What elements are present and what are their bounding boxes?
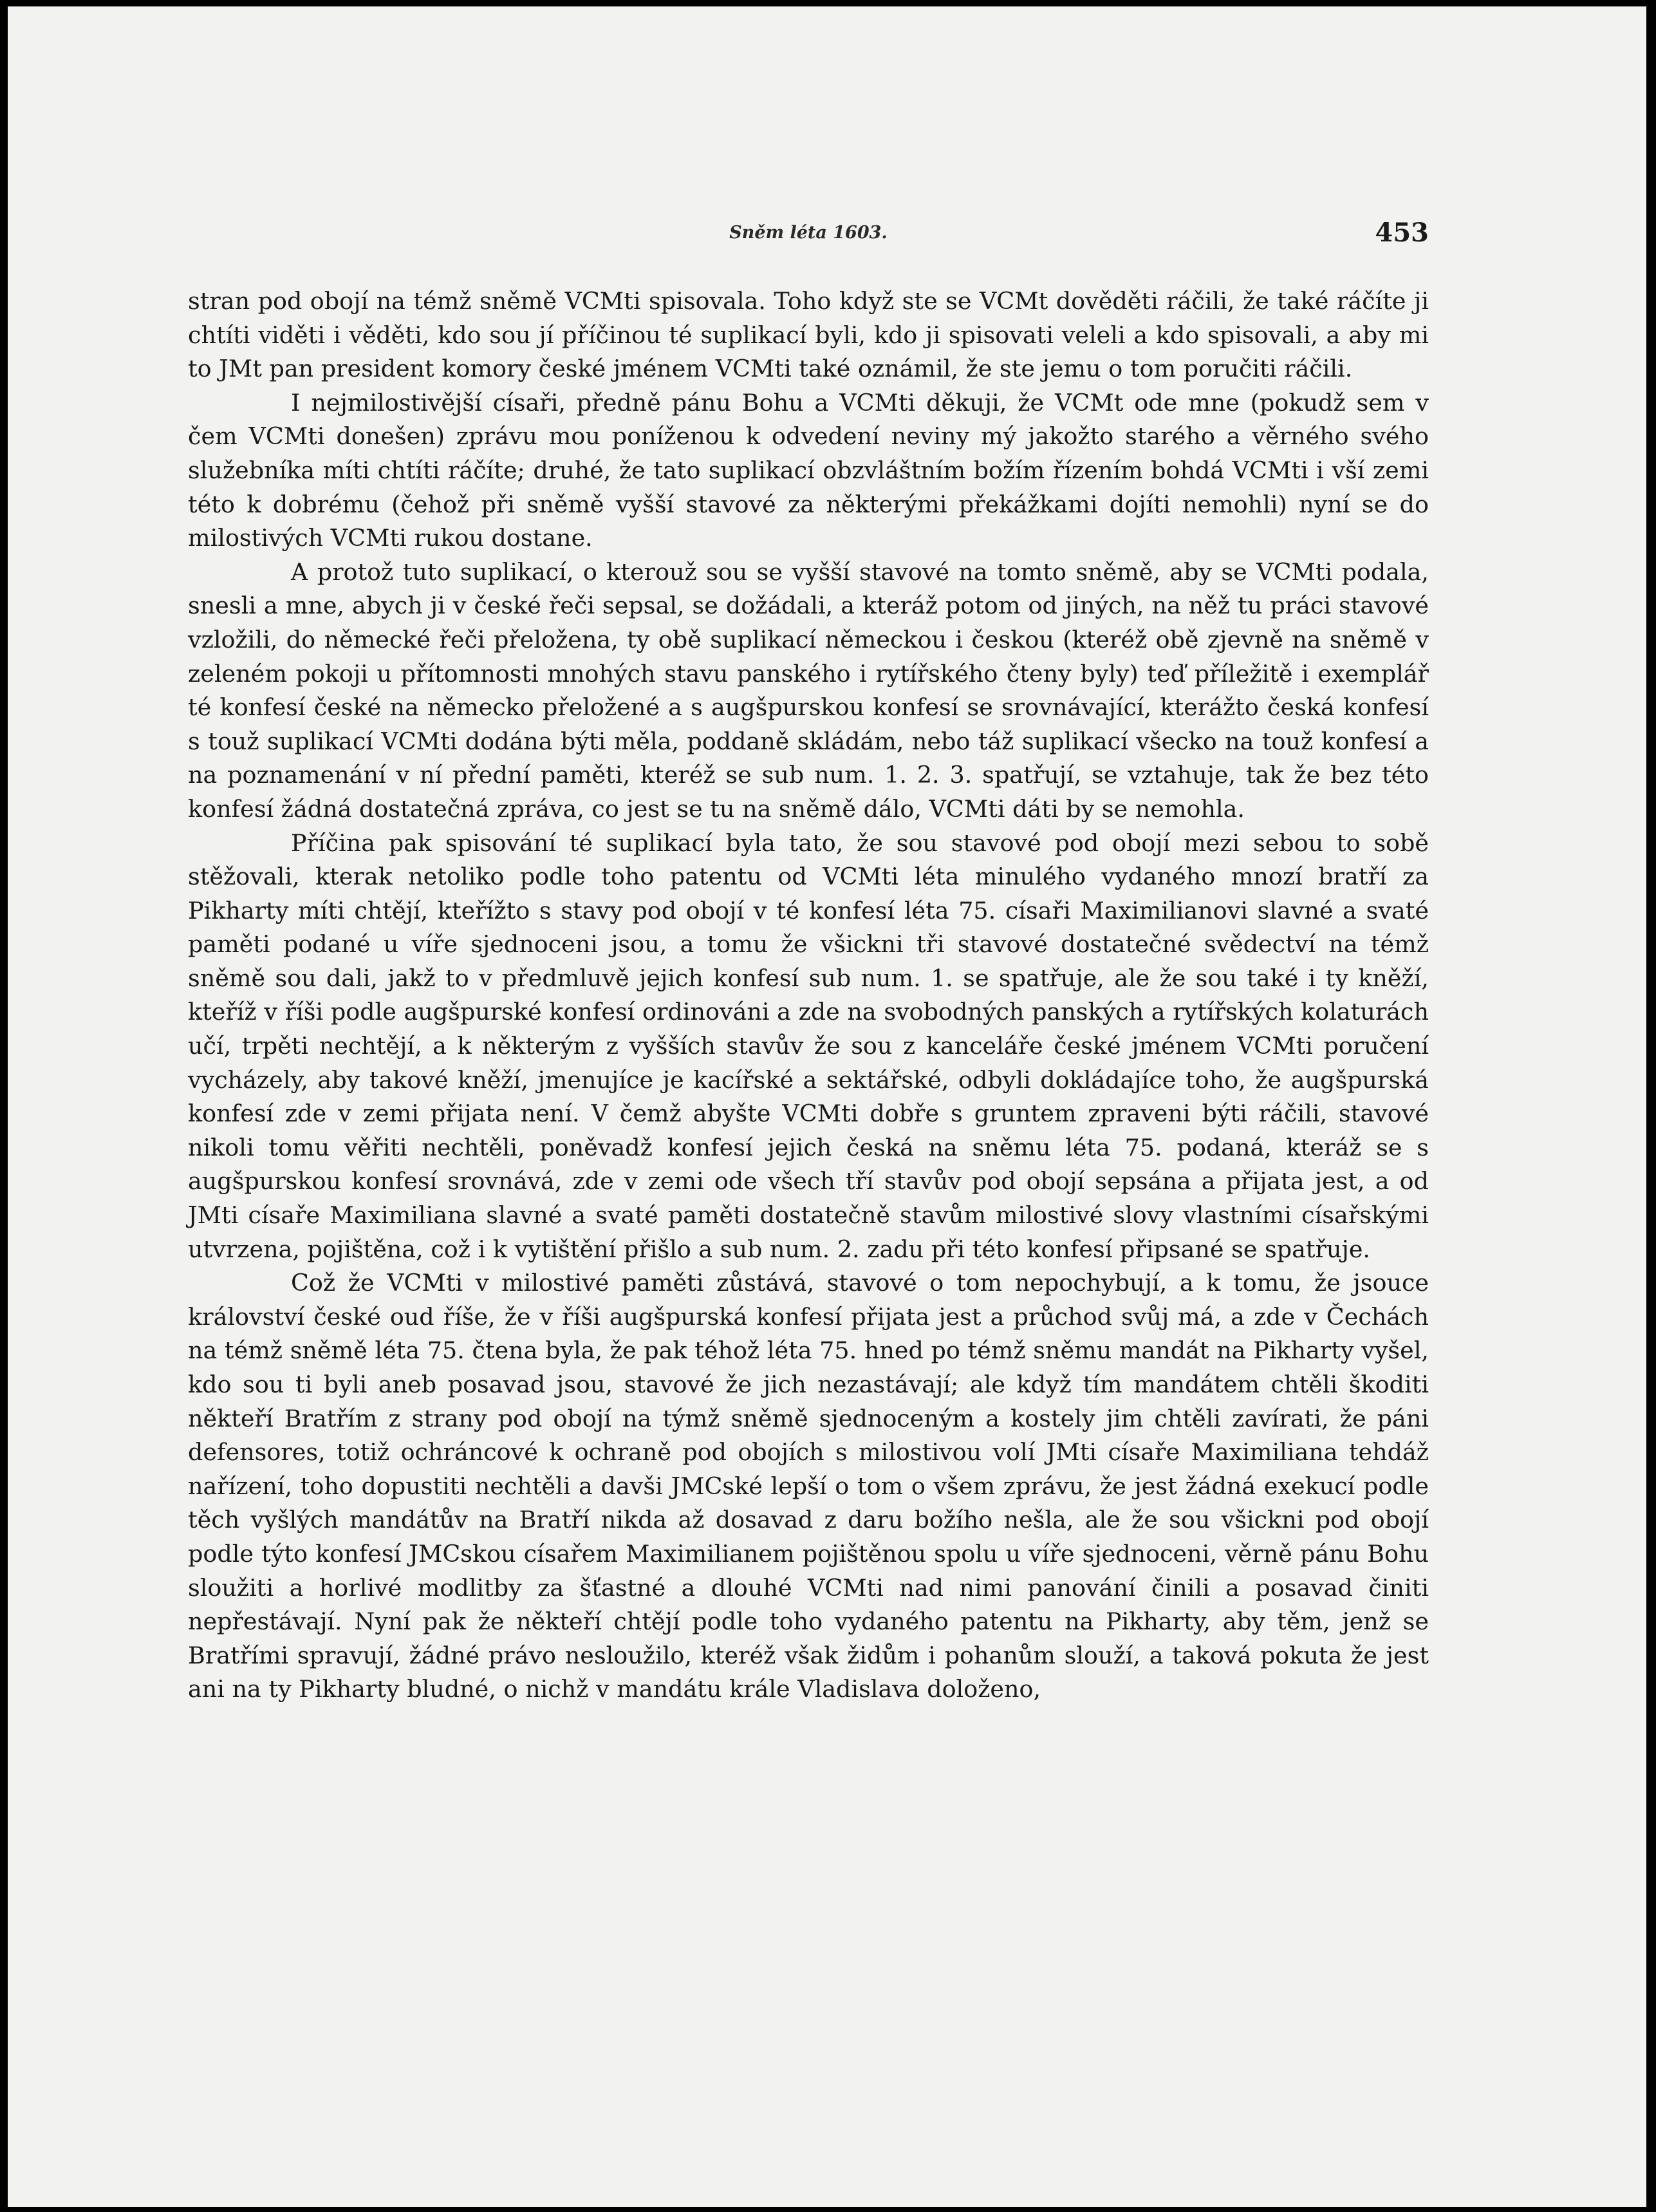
page-number: 453	[1375, 218, 1429, 248]
paragraph: Což že VCMti v milostivé paměti zůstává, stavové o tom nepochybují, a k tomu, že jsouce království české oud říše, že v říši augšpurská konfesí přijata jest a průchod svůj má, a zde v Čechách na témž sněmě léta 75. čtena byla, že pak téhož léta 75. hned po témž sněmu mandát na Pikharty vyšel, kdo sou ti byli aneb posavad jsou, stavové že jich nezastávají; ale když tím mandátem chtěli škoditi někteří Bratřím z strany pod obojí na týmž sněmě sjednoceným a kostely jim chtěli zavírati, že páni defensores, totiž ochráncové k ochraně pod obojích s milostivou volí JMti císaře Maximiliana tehdáž nařízení, toho dopustiti nechtěli a davši JMCské lepší o tom o všem zprávu, že jest žádná exekucí podle těch vyšlých mandátův na Bratří nikda až dosavad z daru božího nešla, ale že sou všickni pod obojí podle týto konfesí JMCskou císařem Maximilianem pojištěnou spolu u víře sjednoceni, věrně pánu Bohu sloužiti a horlivé modlitby za šťastné a dlouhé VCMti nad nimi panování činili a posavad činiti nepřestávají. Nyní pak že někteří chtějí podle toho vydaného patentu na Pikharty, aby těm, jenž se Bratřími spravují, žádné právo nesloužilo, kteréž však židům i pohanům slouží, a taková pokuta že jest ani na ty Pikharty bludné, o nichž v mandátu krále Vladislava doloženo,	[188, 1269, 1429, 1703]
running-title: Sněm léta 1603.	[729, 223, 888, 243]
paragraph: I nejmilostivější císaři, předně pánu Bohu a VCMti děkuji, že VCMt ode mne (pokudž sem v čem VCMti donešen) zprávu mou poníženou k odvedení neviny mý jakožto starého a věrného svého služebníka míti chtíti ráčíte; druhé, že tato suplikací obzvláštním božím řízením bohdá VCMti i vší zemi této k dobrému (čehož při sněmě vyšší stavové za některými překážkami dojíti nemohli) nyní se do milostivých VCMti rukou dostane.	[188, 388, 1429, 552]
paragraph: stran pod obojí na témž sněmě VCMti spisovala. Toho když ste se VCMt dověděti ráčili, že také ráčíte ji chtíti viděti i věděti, kdo sou jí příčinou té suplikací byli, kdo ji spisovati veleli a kdo spisovali, a aby mi to JMt pan president komory české jménem VCMti také oznámil, že ste jemu o tom poručiti ráčili.	[188, 287, 1429, 383]
book-page	[8, 6, 1646, 2207]
paragraph: Příčina pak spisování té suplikací byla tato, že sou stavové pod obojí mezi sebou to sobě stěžovali, kterak netoliko podle toho patentu od VCMti léta minulého vydaného mnozí bratří za Pikharty míti chtějí, kteřížto s stavy pod obojí v té konfesí léta 75. císaři Maximilianovi slavné a svaté paměti podané u víře sjednoceni jsou, a tomu že všickni tři stavové dostatečné svědectví na témž sněmě sou dali, jakž to v předmluvě jejich konfesí sub num. 1. se spatřuje, ale že sou také i ty kněží, kteříž v říši podle augšpurské konfesí ordinováni a zde na svobodných panských a rytířských kolaturách učí, trpěti nechtějí, a k některým z vyšších stavův že sou z kanceláře české jménem VCMti poručení vycházely, aby takové kněží, jmenujíce je kacířské a sektářské, odbyli dokládajíce toho, že augšpurská konfesí zde v zemi přijata není. V čemž abyšte VCMti dobře s gruntem zpraveni býti ráčili, stavové nikoli tomu věřiti nechtěli, poněvadž konfesí jejich česká na sněmu léta 75. podaná, kteráž se s augšpurskou konfesí srovnává, zde v zemi ode všech tří stavův pod obojí sepsána a přijata jest, a od JMti císaře Maximiliana slavné a svaté paměti dostatečně stavům milostivé slovy vlastními císařskými utvrzena, pojištěna, což i k vytištění přišlo a sub num. 2. zadu při této konfesí připsané se spatřuje.	[188, 829, 1429, 1263]
page-header	[188, 218, 1429, 250]
body-text	[188, 285, 1429, 1707]
paragraph: A protož tuto suplikací, o kterouž sou se vyšší stavové na tomto sněmě, aby se VCMti podala, snesli a mne, abych ji v české řeči sepsal, se dožádali, a kteráž potom od jiných, na něž tu práci stavové vzložili, do německé řeči přeložena, ty obě suplikací německou i českou (kteréž obě zjevně na sněmě v zeleném pokoji u přítomnosti mnohých stavu panského i rytířského čteny byly) teď příležitě i exemplář té konfesí české na německo přeložené a s augšpurskou konfesí se srovnávající, kterážto česká konfesí s touž suplikací VCMti dodána býti měla, poddaně skládám, nebo táž suplikací všecko na touž konfesí a na poznamenání v ní přední paměti, kteréž se sub num. 1. 2. 3. spatřují, se vztahuje, tak že bez této konfesí žádná dostatečná zpráva, co jest se tu na sněmě dálo, VCMti dáti by se nemohla.	[188, 558, 1429, 823]
